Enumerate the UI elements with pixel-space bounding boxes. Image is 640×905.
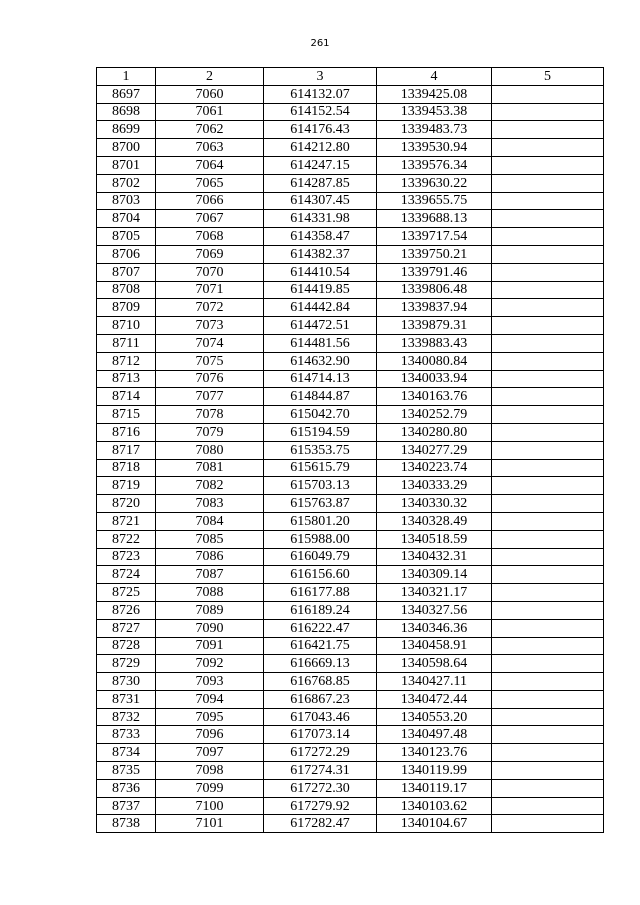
- table-row: [97, 139, 604, 157]
- table-cell-col-5: [492, 619, 604, 637]
- table-row: [97, 85, 604, 103]
- table-row: [97, 317, 604, 335]
- table-row: [97, 281, 604, 299]
- table-cell-col-5: [492, 317, 604, 335]
- table-row: [97, 779, 604, 797]
- table-cell-col-4: 1340123.76: [377, 744, 492, 762]
- table-cell-col-5: [492, 548, 604, 566]
- table-cell-col-2: 7101: [156, 815, 264, 833]
- table-cell-col-3: 615703.13: [264, 477, 377, 495]
- table-cell-col-5: [492, 726, 604, 744]
- table-cell-col-2: 7064: [156, 156, 264, 174]
- table-cell-col-4: 1339655.75: [377, 192, 492, 210]
- table-cell-col-3: 615763.87: [264, 495, 377, 513]
- table-cell-col-2: 7069: [156, 245, 264, 263]
- table-row: [97, 228, 604, 246]
- table-cell-col-5: [492, 690, 604, 708]
- table-cell-col-2: 7084: [156, 512, 264, 530]
- table-cell-col-5: [492, 352, 604, 370]
- table-cell-col-2: 7062: [156, 121, 264, 139]
- table-row: [97, 245, 604, 263]
- table-cell-col-1: 8725: [97, 584, 156, 602]
- table-cell-col-4: 1340328.49: [377, 512, 492, 530]
- column-header-1: 1: [97, 68, 156, 86]
- table-cell-col-4: 1340432.31: [377, 548, 492, 566]
- table-cell-col-3: 616421.75: [264, 637, 377, 655]
- table-row: [97, 673, 604, 691]
- table-cell-col-2: 7087: [156, 566, 264, 584]
- table-cell-col-3: 614212.80: [264, 139, 377, 157]
- table-row: [97, 459, 604, 477]
- table-cell-col-4: 1340458.91: [377, 637, 492, 655]
- table-header-row: [97, 68, 604, 86]
- table-cell-col-4: 1340598.64: [377, 655, 492, 673]
- table-cell-col-1: 8718: [97, 459, 156, 477]
- table-cell-col-2: 7095: [156, 708, 264, 726]
- table-cell-col-1: 8709: [97, 299, 156, 317]
- table-cell-col-3: 617272.29: [264, 744, 377, 762]
- table-cell-col-4: 1339717.54: [377, 228, 492, 246]
- table-cell-col-1: 8716: [97, 423, 156, 441]
- table-cell-col-2: 7065: [156, 174, 264, 192]
- table-cell-col-5: [492, 121, 604, 139]
- table-row: [97, 815, 604, 833]
- table-cell-col-4: 1340080.84: [377, 352, 492, 370]
- table-cell-col-4: 1339837.94: [377, 299, 492, 317]
- table-cell-col-3: 615042.70: [264, 406, 377, 424]
- table-cell-col-2: 7091: [156, 637, 264, 655]
- table-cell-col-3: 616867.23: [264, 690, 377, 708]
- table-row: [97, 726, 604, 744]
- table-cell-col-3: 617282.47: [264, 815, 377, 833]
- table-cell-col-2: 7097: [156, 744, 264, 762]
- table-cell-col-2: 7092: [156, 655, 264, 673]
- table-cell-col-5: [492, 85, 604, 103]
- table-cell-col-2: 7089: [156, 601, 264, 619]
- table-cell-col-1: 8708: [97, 281, 156, 299]
- table-row: [97, 388, 604, 406]
- table-cell-col-4: 1340163.76: [377, 388, 492, 406]
- table-cell-col-2: 7066: [156, 192, 264, 210]
- table-cell-col-5: [492, 174, 604, 192]
- table-cell-col-5: [492, 210, 604, 228]
- table-cell-col-2: 7082: [156, 477, 264, 495]
- table-cell-col-5: [492, 263, 604, 281]
- table-cell-col-2: 7070: [156, 263, 264, 281]
- table-row: [97, 441, 604, 459]
- table-cell-col-2: 7098: [156, 762, 264, 780]
- table-cell-col-2: 7093: [156, 673, 264, 691]
- table-cell-col-3: 614358.47: [264, 228, 377, 246]
- table-cell-col-2: 7088: [156, 584, 264, 602]
- table-cell-col-1: 8700: [97, 139, 156, 157]
- table-cell-col-5: [492, 459, 604, 477]
- table-cell-col-3: 617073.14: [264, 726, 377, 744]
- table-cell-col-1: 8738: [97, 815, 156, 833]
- table-cell-col-2: 7100: [156, 797, 264, 815]
- table-row: [97, 334, 604, 352]
- table-cell-col-2: 7061: [156, 103, 264, 121]
- table-cell-col-1: 8714: [97, 388, 156, 406]
- table-cell-col-4: 1339530.94: [377, 139, 492, 157]
- table-cell-col-4: 1340553.20: [377, 708, 492, 726]
- table-cell-col-1: 8734: [97, 744, 156, 762]
- table-cell-col-4: 1339483.73: [377, 121, 492, 139]
- table-cell-col-1: 8698: [97, 103, 156, 121]
- table-cell-col-5: [492, 797, 604, 815]
- table-cell-col-3: 614714.13: [264, 370, 377, 388]
- table-cell-col-2: 7074: [156, 334, 264, 352]
- table-cell-col-3: 614442.84: [264, 299, 377, 317]
- table-cell-col-2: 7072: [156, 299, 264, 317]
- coordinates-table: [96, 67, 604, 833]
- table-cell-col-3: 615988.00: [264, 530, 377, 548]
- table-cell-col-1: 8733: [97, 726, 156, 744]
- table-cell-col-3: 614287.85: [264, 174, 377, 192]
- table-cell-col-5: [492, 245, 604, 263]
- table-row: [97, 708, 604, 726]
- table-cell-col-1: 8729: [97, 655, 156, 673]
- table-cell-col-2: 7090: [156, 619, 264, 637]
- table-cell-col-4: 1340330.32: [377, 495, 492, 513]
- table-cell-col-4: 1339630.22: [377, 174, 492, 192]
- table-row: [97, 103, 604, 121]
- table-row: [97, 210, 604, 228]
- table-row: [97, 762, 604, 780]
- table-cell-col-4: 1339750.21: [377, 245, 492, 263]
- table-cell-col-5: [492, 566, 604, 584]
- table-cell-col-5: [492, 156, 604, 174]
- table-cell-col-5: [492, 779, 604, 797]
- table-cell-col-1: 8731: [97, 690, 156, 708]
- table-cell-col-5: [492, 495, 604, 513]
- table-cell-col-4: 1340309.14: [377, 566, 492, 584]
- table-cell-col-3: 614247.15: [264, 156, 377, 174]
- table-cell-col-3: 615801.20: [264, 512, 377, 530]
- table-cell-col-3: 614382.37: [264, 245, 377, 263]
- table-cell-col-3: 617272.30: [264, 779, 377, 797]
- table-cell-col-2: 7063: [156, 139, 264, 157]
- table-cell-col-1: 8727: [97, 619, 156, 637]
- table-row: [97, 121, 604, 139]
- table-cell-col-4: 1340427.11: [377, 673, 492, 691]
- table-cell-col-3: 616222.47: [264, 619, 377, 637]
- table-cell-col-1: 8726: [97, 601, 156, 619]
- table-cell-col-3: 617043.46: [264, 708, 377, 726]
- table-cell-col-2: 7071: [156, 281, 264, 299]
- table-cell-col-3: 614472.51: [264, 317, 377, 335]
- table-cell-col-5: [492, 744, 604, 762]
- table-cell-col-2: 7085: [156, 530, 264, 548]
- column-header-4: 4: [377, 68, 492, 86]
- table-cell-col-3: 616177.88: [264, 584, 377, 602]
- table-cell-col-1: 8697: [97, 85, 156, 103]
- table-row: [97, 174, 604, 192]
- table-row: [97, 690, 604, 708]
- table-cell-col-4: 1340103.62: [377, 797, 492, 815]
- table-cell-col-5: [492, 584, 604, 602]
- table-cell-col-3: 617274.31: [264, 762, 377, 780]
- table-cell-col-4: 1340119.17: [377, 779, 492, 797]
- table-cell-col-5: [492, 228, 604, 246]
- table-cell-col-4: 1340333.29: [377, 477, 492, 495]
- table-cell-col-3: 614844.87: [264, 388, 377, 406]
- table-cell-col-1: 8701: [97, 156, 156, 174]
- table-cell-col-4: 1340252.79: [377, 406, 492, 424]
- table-cell-col-3: 616049.79: [264, 548, 377, 566]
- table-cell-col-3: 616768.85: [264, 673, 377, 691]
- table-cell-col-5: [492, 299, 604, 317]
- table-cell-col-2: 7080: [156, 441, 264, 459]
- table-cell-col-4: 1340280.80: [377, 423, 492, 441]
- table-row: [97, 548, 604, 566]
- table-cell-col-1: 8712: [97, 352, 156, 370]
- table-cell-col-2: 7068: [156, 228, 264, 246]
- table-row: [97, 156, 604, 174]
- table-cell-col-5: [492, 406, 604, 424]
- table-row: [97, 406, 604, 424]
- table-cell-col-1: 8717: [97, 441, 156, 459]
- table-cell-col-5: [492, 388, 604, 406]
- table-row: [97, 495, 604, 513]
- table-cell-col-1: 8730: [97, 673, 156, 691]
- table-cell-col-2: 7077: [156, 388, 264, 406]
- table-cell-col-3: 616156.60: [264, 566, 377, 584]
- table-cell-col-4: 1340277.29: [377, 441, 492, 459]
- table-cell-col-4: 1339576.34: [377, 156, 492, 174]
- table-cell-col-3: 614152.54: [264, 103, 377, 121]
- table-cell-col-2: 7086: [156, 548, 264, 566]
- table-cell-col-4: 1339791.46: [377, 263, 492, 281]
- table-cell-col-2: 7076: [156, 370, 264, 388]
- table-cell-col-5: [492, 423, 604, 441]
- table-row: [97, 601, 604, 619]
- table-cell-col-3: 614176.43: [264, 121, 377, 139]
- table-cell-col-5: [492, 192, 604, 210]
- table-cell-col-2: 7081: [156, 459, 264, 477]
- table-cell-col-2: 7060: [156, 85, 264, 103]
- table-cell-col-3: 614481.56: [264, 334, 377, 352]
- table-cell-col-2: 7073: [156, 317, 264, 335]
- table-cell-col-5: [492, 815, 604, 833]
- table-cell-col-1: 8705: [97, 228, 156, 246]
- table-cell-col-5: [492, 708, 604, 726]
- table-row: [97, 370, 604, 388]
- table-row: [97, 566, 604, 584]
- table-cell-col-5: [492, 103, 604, 121]
- table-cell-col-5: [492, 139, 604, 157]
- table-row: [97, 655, 604, 673]
- table-cell-col-1: 8719: [97, 477, 156, 495]
- table-cell-col-3: 616189.24: [264, 601, 377, 619]
- table-cell-col-1: 8710: [97, 317, 156, 335]
- page-number: 261: [310, 38, 330, 49]
- table-cell-col-2: 7078: [156, 406, 264, 424]
- table-row: [97, 512, 604, 530]
- table-cell-col-2: 7079: [156, 423, 264, 441]
- table-row: [97, 477, 604, 495]
- table-cell-col-4: 1340119.99: [377, 762, 492, 780]
- table-cell-col-3: 616669.13: [264, 655, 377, 673]
- table-cell-col-3: 615615.79: [264, 459, 377, 477]
- table-cell-col-4: 1339883.43: [377, 334, 492, 352]
- table-cell-col-5: [492, 601, 604, 619]
- table-cell-col-4: 1339453.38: [377, 103, 492, 121]
- table-cell-col-4: 1340033.94: [377, 370, 492, 388]
- table-cell-col-1: 8699: [97, 121, 156, 139]
- table-cell-col-3: 615353.75: [264, 441, 377, 459]
- table-cell-col-5: [492, 441, 604, 459]
- table-row: [97, 263, 604, 281]
- table-cell-col-5: [492, 370, 604, 388]
- table-cell-col-4: 1340327.56: [377, 601, 492, 619]
- table-cell-col-2: 7096: [156, 726, 264, 744]
- table-cell-col-1: 8723: [97, 548, 156, 566]
- column-header-5: 5: [492, 68, 604, 86]
- table-cell-col-3: 615194.59: [264, 423, 377, 441]
- table-cell-col-4: 1340472.44: [377, 690, 492, 708]
- table-cell-col-1: 8703: [97, 192, 156, 210]
- table-cell-col-5: [492, 762, 604, 780]
- table-cell-col-5: [492, 673, 604, 691]
- table-cell-col-1: 8711: [97, 334, 156, 352]
- table-cell-col-1: 8722: [97, 530, 156, 548]
- table-cell-col-3: 614419.85: [264, 281, 377, 299]
- table-cell-col-4: 1339806.48: [377, 281, 492, 299]
- table-cell-col-4: 1340321.17: [377, 584, 492, 602]
- table-cell-col-4: 1339425.08: [377, 85, 492, 103]
- table-cell-col-5: [492, 637, 604, 655]
- table-row: [97, 192, 604, 210]
- table-cell-col-3: 614132.07: [264, 85, 377, 103]
- table-cell-col-3: 614410.54: [264, 263, 377, 281]
- table-row: [97, 530, 604, 548]
- table-cell-col-1: 8721: [97, 512, 156, 530]
- table-cell-col-4: 1339879.31: [377, 317, 492, 335]
- table-row: [97, 423, 604, 441]
- table-cell-col-1: 8735: [97, 762, 156, 780]
- table-cell-col-5: [492, 655, 604, 673]
- table-cell-col-1: 8702: [97, 174, 156, 192]
- table-cell-col-5: [492, 530, 604, 548]
- table-cell-col-5: [492, 477, 604, 495]
- table-row: [97, 797, 604, 815]
- table-cell-col-3: 614307.45: [264, 192, 377, 210]
- table-row: [97, 637, 604, 655]
- column-header-2: 2: [156, 68, 264, 86]
- table-cell-col-2: 7075: [156, 352, 264, 370]
- table-row: [97, 299, 604, 317]
- table-row: [97, 584, 604, 602]
- table-cell-col-1: 8720: [97, 495, 156, 513]
- table-cell-col-4: 1340497.48: [377, 726, 492, 744]
- table-cell-col-1: 8736: [97, 779, 156, 797]
- table-cell-col-2: 7094: [156, 690, 264, 708]
- table-cell-col-5: [492, 334, 604, 352]
- table-cell-col-3: 614331.98: [264, 210, 377, 228]
- table-row: [97, 619, 604, 637]
- table-cell-col-4: 1340223.74: [377, 459, 492, 477]
- table-cell-col-1: 8728: [97, 637, 156, 655]
- table-cell-col-3: 617279.92: [264, 797, 377, 815]
- table-cell-col-1: 8724: [97, 566, 156, 584]
- table-cell-col-5: [492, 512, 604, 530]
- table-body: [97, 85, 604, 832]
- column-header-3: 3: [264, 68, 377, 86]
- table-cell-col-3: 614632.90: [264, 352, 377, 370]
- table-cell-col-1: 8732: [97, 708, 156, 726]
- table-row: [97, 352, 604, 370]
- table-cell-col-1: 8707: [97, 263, 156, 281]
- table-cell-col-5: [492, 281, 604, 299]
- table-cell-col-2: 7067: [156, 210, 264, 228]
- table-cell-col-1: 8715: [97, 406, 156, 424]
- table-cell-col-4: 1340104.67: [377, 815, 492, 833]
- table-cell-col-2: 7083: [156, 495, 264, 513]
- table-cell-col-1: 8704: [97, 210, 156, 228]
- table-row: [97, 744, 604, 762]
- table-cell-col-4: 1340346.36: [377, 619, 492, 637]
- table-cell-col-4: 1339688.13: [377, 210, 492, 228]
- table-cell-col-4: 1340518.59: [377, 530, 492, 548]
- table-cell-col-1: 8713: [97, 370, 156, 388]
- table-cell-col-1: 8737: [97, 797, 156, 815]
- table-cell-col-2: 7099: [156, 779, 264, 797]
- table-cell-col-1: 8706: [97, 245, 156, 263]
